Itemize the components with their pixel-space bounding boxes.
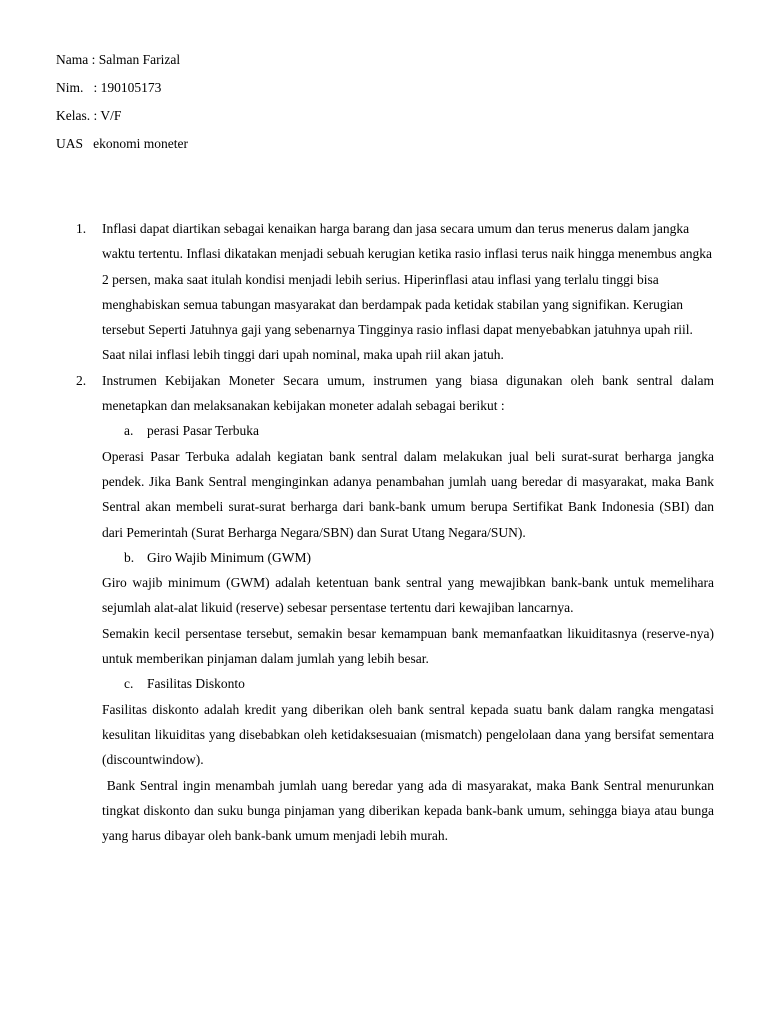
subsection-title: perasi Pasar Terbuka [147,423,260,439]
student-class: Kelas. : V/F [56,108,122,123]
exam-title: UAS ekonomi moneter [56,136,188,151]
subsection-paragraph: Fasilitas diskonto adalah kredit yang diberikan oleh bank sentral kepada suatu bank dalam rangka mengatasi kesulitan likuiditas yang disebabkan oleh ketidaksesuaian (mismatch) pengelolaan dana yang bersifat sementara (discountwindow). [102,701,714,768]
subsection-heading-b [102,545,714,570]
subsection-paragraph: Bank Sentral ingin menambah jumlah uang beredar yang ada di masyarakat, maka Bank Sentral menurunkan tingkat diskonto dan suku bunga pinjaman yang diberikan kepada bank-bank umum, sehingga biaya atau bunga yang harus dibayar oleh bank-bank umum menjadi lebih murah. [102,777,718,844]
student-header [56,50,188,162]
list-item-2 [76,368,718,849]
list-item-1 [76,216,714,368]
subsection-title: Giro Wajib Minimum (GWM) [147,549,312,565]
student-name: Nama : Salman Farizal [56,52,181,67]
answer-paragraph: Inflasi dapat diartikan sebagai kenaikan harga barang dan jasa secara umum dan terus menerus dalam jangka waktu tertentu. Inflasi dikatakan menjadi sebuah kerugian ketika rasio inflasi terus naik hingga menembus angka 2 persen, maka saat itulah kondisi menjadi lebih serius. Hiperinflasi atau inflasi yang terlalu tinggi bisa menghabiskan semua tabungan masyarakat dan berdampak pada ketidak stabilan yang signifikan. Kerugian tersebut Seperti Jatuhnya gaji yang sebenarnya Tingginya rasio inflasi dapat menyebabkan jatuhnya upah riil. Saat nilai inflasi lebih tinggi dari upah nominal, maka upah riil akan jatuh. [102,221,712,363]
item-number: 1. [76,221,87,236]
answer-list [76,216,718,848]
item-number: 2. [76,372,87,388]
subsection-letter: c. [124,676,134,692]
subsection-paragraph: Semakin kecil persentase tersebut, semakin besar kemampuan bank memanfaatkan likuiditasnya (reserve-nya) untuk memberikan pinjaman dalam jumlah yang lebih besar. [102,625,714,667]
student-nim: Nim. : 190105173 [56,80,162,95]
subsection-paragraph: Giro wajib minimum (GWM) adalah ketentuan bank sentral yang mewajibkan bank-bank untuk memelihara sejumlah alat-alat likuid (reserve) sebesar persentase tertentu dari kewajiban lancarnya. [102,575,714,616]
answer-intro: Instrumen Kebijakan Moneter Secara umum, instrumen yang biasa digunakan oleh bank sentral dalam menetapkan dan melaksanakan kebijakan moneter adalah sebagai berikut : [102,372,714,414]
subsection-heading-a [102,418,714,443]
subsection-letter: a. [124,423,134,439]
subsection-title: Fasilitas Diskonto [147,676,245,692]
subsection-letter: b. [124,549,135,565]
subsection-heading-c [102,671,714,696]
subsection-paragraph: Operasi Pasar Terbuka adalah kegiatan bank sentral dalam melakukan jual beli surat-surat berharga jangka pendek. Jika Bank Sentral menginginkan adanya penambahan jumlah uang beredar di masyarakat, maka Bank Sentral akan membeli surat-surat berharga dari bank-bank umum berupa Sertifikat Bank Indonesia (SBI) dan dari Pemerintah (Surat Berharga Negara/SBN) dan Surat Utang Negara/SUN). [102,448,714,540]
